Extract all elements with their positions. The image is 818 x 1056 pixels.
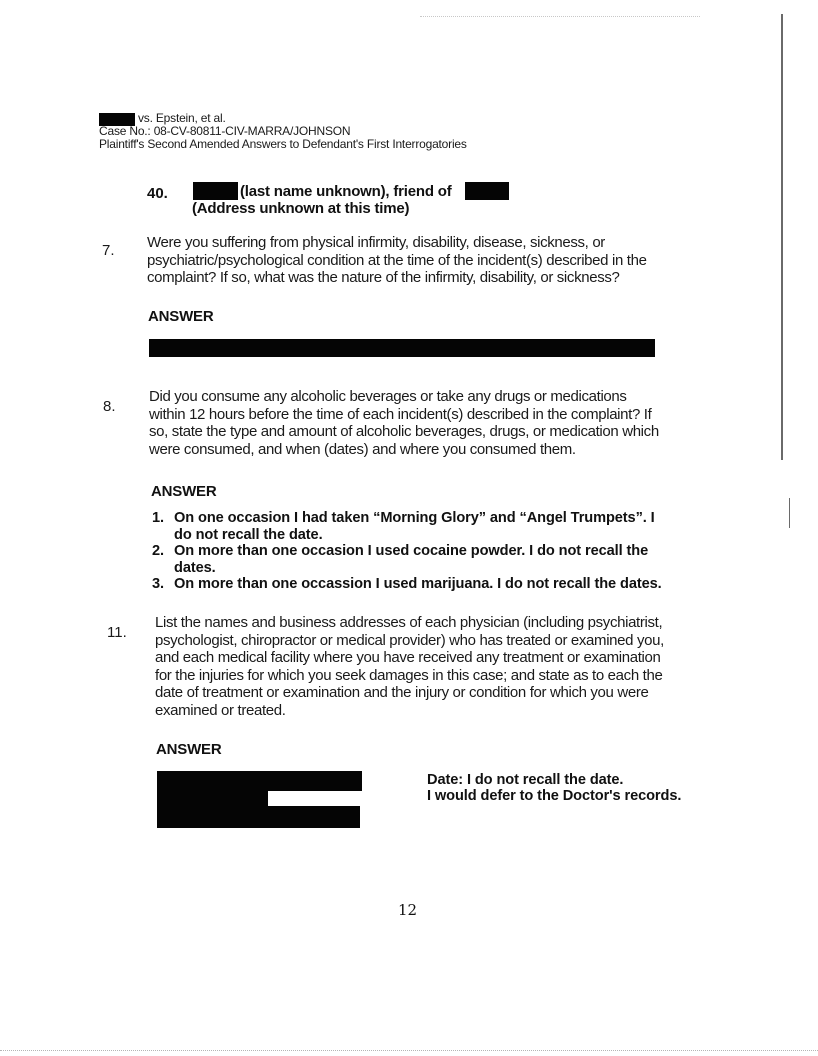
question-11-line: and each medical facility where you have received any treatment or examination	[155, 649, 661, 666]
question-8-line: within 12 hours before the time of each incident(s) described in the complaint? If	[149, 405, 652, 423]
answer-8-item-text	[174, 543, 648, 576]
answer-11-note-line: Date: I do not recall the date.	[427, 772, 624, 788]
question-11-line: date of treatment or examination and the injury or condition for which you were	[155, 684, 649, 701]
item-40-text: (last name unknown), friend of	[240, 183, 452, 200]
answer-8-item-line: On more than one occassion I used marijuana. I do not recall the dates.	[174, 576, 662, 592]
answer-8-list	[152, 510, 712, 593]
scan-edge-line	[781, 14, 783, 460]
answer-8-item-line: On more than one occasion I used cocaine powder. I do not recall the	[174, 543, 649, 559]
item-40-address: (Address unknown at this time)	[192, 200, 410, 217]
scan-top-noise	[420, 16, 700, 18]
question-8-answer-label: ANSWER	[151, 483, 217, 500]
redaction-answer-11-line-3	[157, 806, 360, 828]
page-number: 12	[398, 901, 418, 919]
answer-8-item	[152, 510, 712, 543]
answer-8-item	[152, 576, 712, 593]
answer-11-note	[427, 772, 681, 804]
redaction-first-name	[193, 182, 238, 200]
answer-8-item-text	[174, 510, 655, 543]
answer-8-item	[152, 543, 712, 576]
question-11-line: List the names and business addresses of each physician (including psychiatrist,	[155, 614, 663, 631]
item-40-number: 40.	[147, 185, 168, 202]
answer-8-item-number: 1.	[152, 510, 164, 526]
answer-8-item-text	[174, 576, 662, 593]
redaction-answer-11-line-2	[157, 790, 268, 807]
question-8-line: Did you consume any alcoholic beverages or take any drugs or medications	[149, 388, 627, 405]
case-caption: vs. Epstein, et al.	[138, 111, 226, 125]
question-8-number: 8.	[103, 398, 116, 415]
question-7-line: Were you suffering from physical infirmity, disability, disease, sickness, or	[147, 234, 605, 251]
answer-8-item-line: On one occasion I had taken “Morning Glory” and “Angel Trumpets”. I	[174, 510, 655, 526]
redaction-friend-name	[465, 182, 509, 200]
question-7-number: 7.	[102, 242, 115, 259]
question-7-answer-label: ANSWER	[148, 308, 214, 325]
question-11-line: examined or treated.	[155, 701, 286, 719]
answer-8-item-line: dates.	[174, 559, 216, 576]
question-8-line: were consumed, and when (dates) and where you consumed them.	[149, 440, 576, 458]
question-11-line: psychologist, chiropractor or medical provider) who has treated or examined you,	[155, 631, 664, 649]
question-7-line: psychiatric/psychological condition at the time of the incident(s) described in the	[147, 251, 647, 269]
document-title: Plaintiff's Second Amended Answers to Defendant's First Interrogatories	[99, 137, 467, 151]
answer-11-note-line: I would defer to the Doctor's records.	[427, 788, 682, 804]
question-8-line: so, state the type and amount of alcoholic beverages, drugs, or medication which	[149, 423, 659, 440]
question-11-line: for the injuries for which you seek damages in this case; and state as to each the	[155, 666, 663, 684]
scan-bottom-edge	[0, 1050, 818, 1052]
answer-8-item-number: 3.	[152, 576, 164, 592]
question-11-number: 11.	[107, 624, 127, 641]
question-11-answer-label: ANSWER	[156, 741, 222, 758]
question-11-text	[155, 614, 715, 719]
redaction-answer-11-line-1	[157, 771, 362, 791]
question-7-text	[147, 234, 707, 287]
question-8-text	[149, 388, 709, 458]
question-7-line: complaint? If so, what was the nature of the infirmity, disability, or sickness?	[147, 269, 620, 286]
answer-8-item-number: 2.	[152, 543, 164, 559]
answer-8-item-line: do not recall the date.	[174, 526, 323, 543]
case-number: Case No.: 08-CV-80811-CIV-MARRA/JOHNSON	[99, 124, 351, 138]
scan-edge-line-fragment	[789, 498, 790, 528]
redaction-answer-7	[149, 339, 655, 357]
